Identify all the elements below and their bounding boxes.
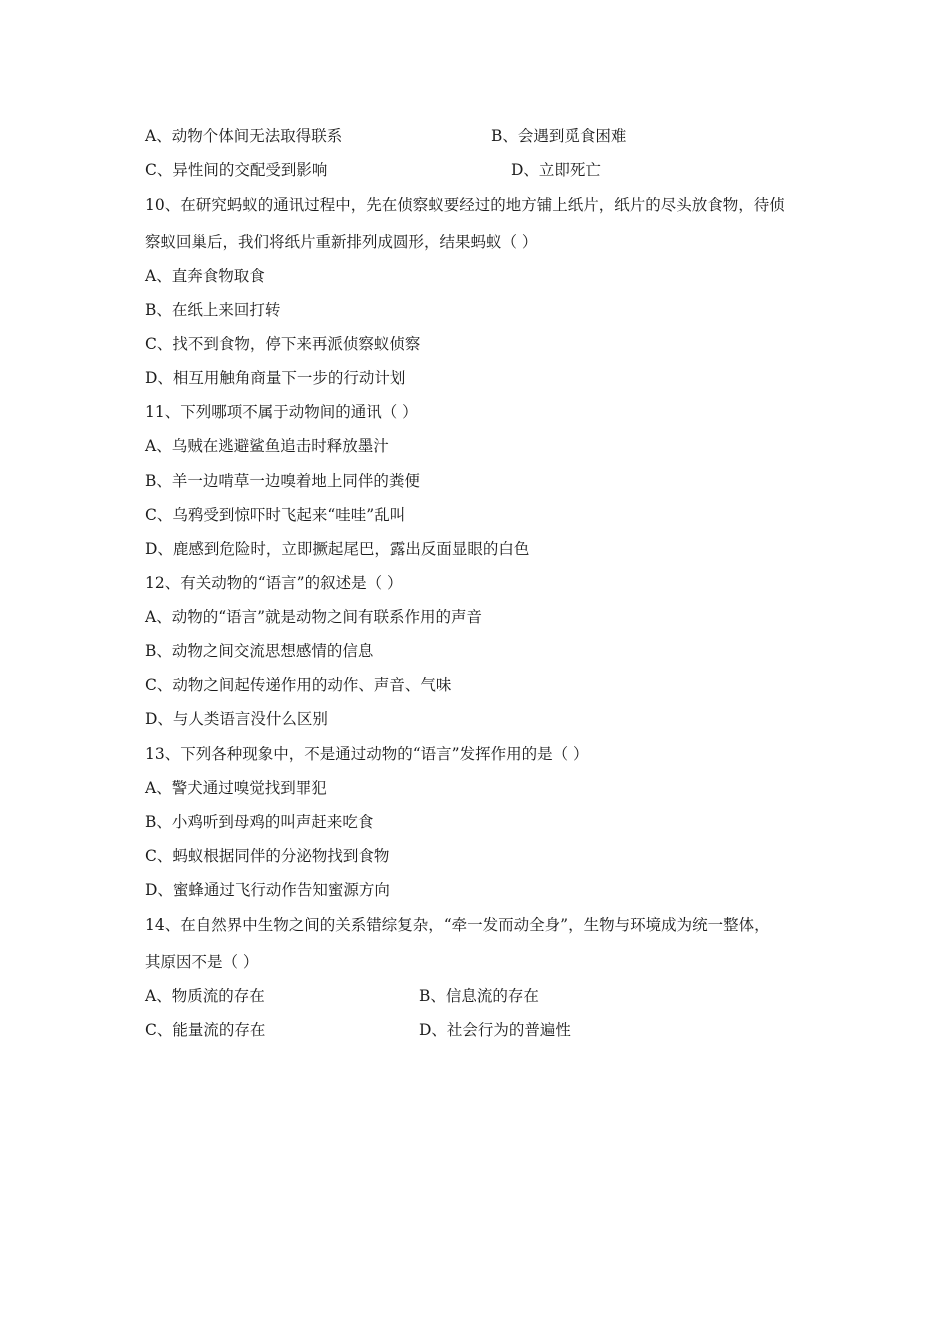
q11-option-b: B、羊一边啃草一边嗅着地上同伴的粪便 (145, 472, 420, 490)
q13-option-c: C、蚂蚁根据同伴的分泌物找到食物 (145, 847, 390, 865)
q12-option-c: C、动物之间起传递作用的动作、声音、气味 (145, 676, 452, 694)
q14-option-b: B、信息流的存在 (419, 987, 539, 1005)
q10-option-a: A、直奔食物取食 (145, 267, 265, 285)
q12-stem: 12、有关动物的“语言”的叙述是（ ） (145, 574, 403, 592)
q9-option-d: D、立即死亡 (511, 161, 601, 179)
q9-options-row-1 (145, 126, 627, 146)
q10-stem-line-1: 10、在研究蚂蚁的通讯过程中，先在侦察蚁要经过的地方铺上纸片，纸片的尽头放食物，待侦 (145, 196, 785, 214)
q9-option-c: C、异性间的交配受到影响 (145, 161, 328, 179)
q10-option-c: C、找不到食物，停下来再派侦察蚁侦察 (145, 335, 421, 353)
q10-option-b: B、在纸上来回打转 (145, 301, 281, 319)
q10-stem-line-2: 察蚁回巢后，我们将纸片重新排列成圆形，结果蚂蚁（ ） (145, 233, 538, 251)
q11-stem: 11、下列哪项不属于动物间的通讯（ ） (145, 403, 418, 421)
q12-option-d: D、与人类语言没什么区别 (145, 710, 328, 728)
q14-stem-line-1: 14、在自然界中生物之间的关系错综复杂，“牵一发而动全身”，生物与环境成为统一整体， (145, 916, 770, 934)
q13-option-b: B、小鸡听到母鸡的叫声赶来吃食 (145, 813, 374, 831)
q14-options-row-2 (145, 1020, 571, 1040)
q9-options-row-2 (145, 160, 601, 180)
q11-option-d: D、鹿感到危险时，立即撅起尾巴，露出反面显眼的白色 (145, 540, 530, 558)
q14-option-c: C、能量流的存在 (145, 1021, 266, 1039)
q12-option-b: B、动物之间交流思想感情的信息 (145, 642, 374, 660)
q11-option-a: A、乌贼在逃避鲨鱼追击时释放墨汁 (145, 437, 389, 455)
q14-option-a: A、物质流的存在 (145, 987, 265, 1005)
q9-option-a: A、动物个体间无法取得联系 (145, 127, 343, 145)
q14-stem-line-2: 其原因不是（ ） (145, 953, 259, 971)
q14-option-d: D、社会行为的普遍性 (419, 1021, 571, 1039)
q12-option-a: A、动物的“语言”就是动物之间有联系作用的声音 (145, 608, 483, 626)
q14-options-row-1 (145, 986, 539, 1006)
q9-option-b: B、会遇到觅食困难 (491, 127, 627, 145)
q13-option-a: A、警犬通过嗅觉找到罪犯 (145, 779, 327, 797)
q13-option-d: D、蜜蜂通过飞行动作告知蜜源方向 (145, 881, 390, 899)
q11-option-c: C、乌鸦受到惊吓时飞起来“哇哇”乱叫 (145, 506, 406, 524)
q13-stem: 13、下列各种现象中，不是通过动物的“语言”发挥作用的是（ ） (145, 745, 589, 763)
q10-option-d: D、相互用触角商量下一步的行动计划 (145, 369, 406, 387)
